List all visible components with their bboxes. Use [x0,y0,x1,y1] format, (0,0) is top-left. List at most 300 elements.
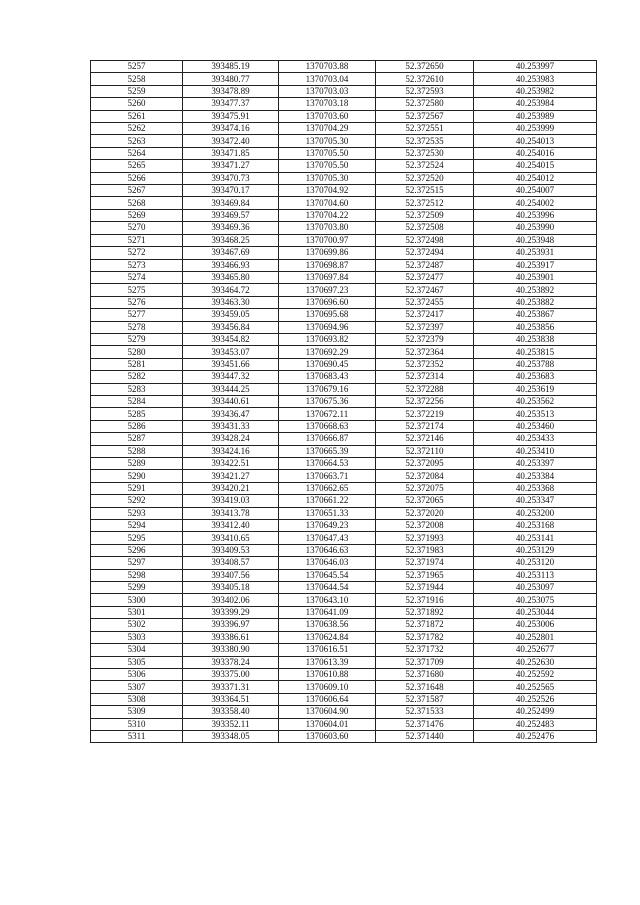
y-coordinate-cell: 1370643.10 [279,594,376,606]
y-coordinate-cell: 1370606.64 [279,693,376,705]
table-row [91,346,597,358]
longitude-cell: 40.254007 [474,185,597,197]
longitude-cell: 40.253917 [474,259,597,271]
latitude-cell: 52.371944 [376,582,474,594]
longitude-cell: 40.252677 [474,644,597,656]
longitude-cell: 40.253347 [474,495,597,507]
latitude-cell: 52.371916 [376,594,474,606]
y-coordinate-cell: 1370694.96 [279,321,376,333]
latitude-cell: 52.372174 [376,420,474,432]
x-coordinate-cell: 393375.00 [183,668,279,680]
latitude-cell: 52.372524 [376,160,474,172]
table-row [91,383,597,395]
longitude-cell: 40.253513 [474,408,597,420]
longitude-cell: 40.253044 [474,606,597,618]
table-row [91,73,597,85]
y-coordinate-cell: 1370705.50 [279,147,376,159]
point-number-cell: 5267 [91,185,183,197]
y-coordinate-cell: 1370705.30 [279,172,376,184]
longitude-cell: 40.253368 [474,482,597,494]
latitude-cell: 52.372065 [376,495,474,507]
y-coordinate-cell: 1370700.97 [279,234,376,246]
latitude-cell: 52.372530 [376,147,474,159]
y-coordinate-cell: 1370703.18 [279,98,376,110]
point-number-cell: 5289 [91,458,183,470]
table-row [91,395,597,407]
y-coordinate-cell: 1370663.71 [279,470,376,482]
point-number-cell: 5285 [91,408,183,420]
latitude-cell: 52.372610 [376,73,474,85]
latitude-cell: 52.371974 [376,557,474,569]
y-coordinate-cell: 1370703.60 [279,110,376,122]
longitude-cell: 40.253838 [474,333,597,345]
x-coordinate-cell: 393471.27 [183,160,279,172]
y-coordinate-cell: 1370664.53 [279,458,376,470]
table-row [91,631,597,643]
x-coordinate-cell: 393459.05 [183,309,279,321]
point-number-cell: 5304 [91,644,183,656]
longitude-cell: 40.253983 [474,73,597,85]
y-coordinate-cell: 1370665.39 [279,445,376,457]
point-number-cell: 5291 [91,482,183,494]
table-row [91,408,597,420]
point-number-cell: 5278 [91,321,183,333]
x-coordinate-cell: 393470.73 [183,172,279,184]
point-number-cell: 5301 [91,606,183,618]
table-row [91,172,597,184]
point-number-cell: 5262 [91,123,183,135]
longitude-cell: 40.254016 [474,147,597,159]
x-coordinate-cell: 393468.25 [183,234,279,246]
longitude-cell: 40.253384 [474,470,597,482]
x-coordinate-cell: 393485.19 [183,61,279,73]
x-coordinate-cell: 393420.21 [183,482,279,494]
point-number-cell: 5283 [91,383,183,395]
y-coordinate-cell: 1370698.87 [279,259,376,271]
point-number-cell: 5268 [91,197,183,209]
longitude-cell: 40.252801 [474,631,597,643]
point-number-cell: 5270 [91,222,183,234]
table-row [91,123,597,135]
longitude-cell: 40.253097 [474,582,597,594]
y-coordinate-cell: 1370613.39 [279,656,376,668]
latitude-cell: 52.372498 [376,234,474,246]
x-coordinate-cell: 393419.03 [183,495,279,507]
longitude-cell: 40.252592 [474,668,597,680]
latitude-cell: 52.371533 [376,706,474,718]
longitude-cell: 40.253006 [474,619,597,631]
table-row [91,520,597,532]
point-number-cell: 5307 [91,681,183,693]
table-row [91,61,597,73]
table-row [91,309,597,321]
x-coordinate-cell: 393424.16 [183,445,279,457]
table-row [91,284,597,296]
longitude-cell: 40.253168 [474,520,597,532]
latitude-cell: 52.372095 [376,458,474,470]
y-coordinate-cell: 1370704.92 [279,185,376,197]
table-row [91,321,597,333]
latitude-cell: 52.372219 [376,408,474,420]
table-row [91,333,597,345]
latitude-cell: 52.371732 [376,644,474,656]
x-coordinate-cell: 393464.72 [183,284,279,296]
point-number-cell: 5272 [91,247,183,259]
point-number-cell: 5258 [91,73,183,85]
longitude-cell: 40.253397 [474,458,597,470]
latitude-cell: 52.372417 [376,309,474,321]
longitude-cell: 40.253999 [474,123,597,135]
table-row [91,420,597,432]
x-coordinate-cell: 393378.24 [183,656,279,668]
point-number-cell: 5311 [91,730,183,742]
table-row [91,569,597,581]
x-coordinate-cell: 393469.84 [183,197,279,209]
y-coordinate-cell: 1370703.03 [279,85,376,97]
latitude-cell: 52.372509 [376,209,474,221]
y-coordinate-cell: 1370647.43 [279,532,376,544]
latitude-cell: 52.371782 [376,631,474,643]
latitude-cell: 52.371892 [376,606,474,618]
table-row [91,222,597,234]
longitude-cell: 40.252483 [474,718,597,730]
y-coordinate-cell: 1370675.36 [279,395,376,407]
longitude-cell: 40.253113 [474,569,597,581]
x-coordinate-cell: 393471.85 [183,147,279,159]
latitude-cell: 52.372008 [376,520,474,532]
x-coordinate-cell: 393440.61 [183,395,279,407]
point-number-cell: 5260 [91,98,183,110]
latitude-cell: 52.372593 [376,85,474,97]
longitude-cell: 40.252630 [474,656,597,668]
x-coordinate-cell: 393466.93 [183,259,279,271]
table-row [91,209,597,221]
table-row [91,85,597,97]
point-number-cell: 5302 [91,619,183,631]
latitude-cell: 52.372512 [376,197,474,209]
x-coordinate-cell: 393474.16 [183,123,279,135]
point-number-cell: 5297 [91,557,183,569]
table-row [91,197,597,209]
longitude-cell: 40.253075 [474,594,597,606]
x-coordinate-cell: 393456.84 [183,321,279,333]
y-coordinate-cell: 1370651.33 [279,507,376,519]
table-row [91,693,597,705]
y-coordinate-cell: 1370649.23 [279,520,376,532]
latitude-cell: 52.372551 [376,123,474,135]
table-row [91,98,597,110]
point-number-cell: 5279 [91,333,183,345]
point-number-cell: 5288 [91,445,183,457]
point-number-cell: 5295 [91,532,183,544]
table-row [91,445,597,457]
table-row [91,271,597,283]
longitude-cell: 40.253141 [474,532,597,544]
longitude-cell: 40.253856 [474,321,597,333]
latitude-cell: 52.371648 [376,681,474,693]
x-coordinate-cell: 393470.17 [183,185,279,197]
latitude-cell: 52.372288 [376,383,474,395]
y-coordinate-cell: 1370603.60 [279,730,376,742]
longitude-cell: 40.253892 [474,284,597,296]
coordinates-table-body [91,61,597,743]
x-coordinate-cell: 393451.66 [183,358,279,370]
y-coordinate-cell: 1370696.60 [279,296,376,308]
y-coordinate-cell: 1370672.11 [279,408,376,420]
latitude-cell: 52.372020 [376,507,474,519]
point-number-cell: 5310 [91,718,183,730]
y-coordinate-cell: 1370644.54 [279,582,376,594]
longitude-cell: 40.253788 [474,358,597,370]
x-coordinate-cell: 393454.82 [183,333,279,345]
point-number-cell: 5305 [91,656,183,668]
longitude-cell: 40.253815 [474,346,597,358]
y-coordinate-cell: 1370705.30 [279,135,376,147]
table-row [91,371,597,383]
point-number-cell: 5274 [91,271,183,283]
point-number-cell: 5290 [91,470,183,482]
table-row [91,606,597,618]
point-number-cell: 5269 [91,209,183,221]
x-coordinate-cell: 393364.51 [183,693,279,705]
point-number-cell: 5277 [91,309,183,321]
y-coordinate-cell: 1370704.22 [279,209,376,221]
x-coordinate-cell: 393469.57 [183,209,279,221]
latitude-cell: 52.372508 [376,222,474,234]
y-coordinate-cell: 1370697.23 [279,284,376,296]
x-coordinate-cell: 393402.06 [183,594,279,606]
latitude-cell: 52.372084 [376,470,474,482]
point-number-cell: 5259 [91,85,183,97]
longitude-cell: 40.253990 [474,222,597,234]
x-coordinate-cell: 393412.40 [183,520,279,532]
longitude-cell: 40.253882 [474,296,597,308]
latitude-cell: 52.372535 [376,135,474,147]
point-number-cell: 5271 [91,234,183,246]
x-coordinate-cell: 393453.07 [183,346,279,358]
point-number-cell: 5275 [91,284,183,296]
longitude-cell: 40.254012 [474,172,597,184]
y-coordinate-cell: 1370609.10 [279,681,376,693]
point-number-cell: 5300 [91,594,183,606]
table-row [91,544,597,556]
table-row [91,681,597,693]
point-number-cell: 5284 [91,395,183,407]
latitude-cell: 52.372650 [376,61,474,73]
y-coordinate-cell: 1370641.09 [279,606,376,618]
x-coordinate-cell: 393469.36 [183,222,279,234]
y-coordinate-cell: 1370704.29 [279,123,376,135]
table-row [91,160,597,172]
point-number-cell: 5286 [91,420,183,432]
y-coordinate-cell: 1370703.80 [279,222,376,234]
latitude-cell: 52.372352 [376,358,474,370]
longitude-cell: 40.253683 [474,371,597,383]
longitude-cell: 40.253948 [474,234,597,246]
latitude-cell: 52.372520 [376,172,474,184]
y-coordinate-cell: 1370624.84 [279,631,376,643]
latitude-cell: 52.372379 [376,333,474,345]
longitude-cell: 40.253931 [474,247,597,259]
latitude-cell: 52.372477 [376,271,474,283]
x-coordinate-cell: 393444.25 [183,383,279,395]
table-row [91,656,597,668]
x-coordinate-cell: 393477.37 [183,98,279,110]
point-number-cell: 5264 [91,147,183,159]
latitude-cell: 52.372364 [376,346,474,358]
table-row [91,730,597,742]
table-row [91,135,597,147]
point-number-cell: 5296 [91,544,183,556]
x-coordinate-cell: 393408.57 [183,557,279,569]
table-row [91,185,597,197]
longitude-cell: 40.253129 [474,544,597,556]
y-coordinate-cell: 1370699.86 [279,247,376,259]
longitude-cell: 40.253982 [474,85,597,97]
longitude-cell: 40.252476 [474,730,597,742]
latitude-cell: 52.371709 [376,656,474,668]
latitude-cell: 52.372075 [376,482,474,494]
longitude-cell: 40.253996 [474,209,597,221]
table-row [91,594,597,606]
point-number-cell: 5306 [91,668,183,680]
y-coordinate-cell: 1370695.68 [279,309,376,321]
point-number-cell: 5292 [91,495,183,507]
x-coordinate-cell: 393428.24 [183,433,279,445]
x-coordinate-cell: 393467.69 [183,247,279,259]
latitude-cell: 52.372494 [376,247,474,259]
x-coordinate-cell: 393422.51 [183,458,279,470]
point-number-cell: 5294 [91,520,183,532]
y-coordinate-cell: 1370697.84 [279,271,376,283]
longitude-cell: 40.252565 [474,681,597,693]
latitude-cell: 52.372397 [376,321,474,333]
longitude-cell: 40.253433 [474,433,597,445]
x-coordinate-cell: 393421.27 [183,470,279,482]
y-coordinate-cell: 1370705.50 [279,160,376,172]
x-coordinate-cell: 393431.33 [183,420,279,432]
x-coordinate-cell: 393447.32 [183,371,279,383]
y-coordinate-cell: 1370704.60 [279,197,376,209]
latitude-cell: 52.372487 [376,259,474,271]
x-coordinate-cell: 393396.97 [183,619,279,631]
x-coordinate-cell: 393386.61 [183,631,279,643]
longitude-cell: 40.253460 [474,420,597,432]
latitude-cell: 52.372467 [376,284,474,296]
y-coordinate-cell: 1370645.54 [279,569,376,581]
latitude-cell: 52.372146 [376,433,474,445]
x-coordinate-cell: 393380.90 [183,644,279,656]
longitude-cell: 40.254002 [474,197,597,209]
longitude-cell: 40.253989 [474,110,597,122]
x-coordinate-cell: 393358.40 [183,706,279,718]
y-coordinate-cell: 1370604.90 [279,706,376,718]
x-coordinate-cell: 393472.40 [183,135,279,147]
y-coordinate-cell: 1370646.63 [279,544,376,556]
y-coordinate-cell: 1370668.63 [279,420,376,432]
x-coordinate-cell: 393436.47 [183,408,279,420]
y-coordinate-cell: 1370662.65 [279,482,376,494]
x-coordinate-cell: 393405.18 [183,582,279,594]
latitude-cell: 52.371440 [376,730,474,742]
point-number-cell: 5273 [91,259,183,271]
longitude-cell: 40.252526 [474,693,597,705]
point-number-cell: 5265 [91,160,183,172]
x-coordinate-cell: 393399.29 [183,606,279,618]
latitude-cell: 52.372515 [376,185,474,197]
y-coordinate-cell: 1370616.51 [279,644,376,656]
latitude-cell: 52.372314 [376,371,474,383]
point-number-cell: 5263 [91,135,183,147]
point-number-cell: 5298 [91,569,183,581]
table-row [91,532,597,544]
point-number-cell: 5308 [91,693,183,705]
longitude-cell: 40.253901 [474,271,597,283]
x-coordinate-cell: 393348.05 [183,730,279,742]
point-number-cell: 5257 [91,61,183,73]
latitude-cell: 52.372110 [376,445,474,457]
latitude-cell: 52.371872 [376,619,474,631]
x-coordinate-cell: 393371.31 [183,681,279,693]
y-coordinate-cell: 1370610.88 [279,668,376,680]
latitude-cell: 52.371983 [376,544,474,556]
longitude-cell: 40.253619 [474,383,597,395]
y-coordinate-cell: 1370638.56 [279,619,376,631]
y-coordinate-cell: 1370661.22 [279,495,376,507]
y-coordinate-cell: 1370703.04 [279,73,376,85]
latitude-cell: 52.372256 [376,395,474,407]
table-row [91,582,597,594]
x-coordinate-cell: 393407.56 [183,569,279,581]
table-row [91,619,597,631]
x-coordinate-cell: 393463.30 [183,296,279,308]
table-row [91,482,597,494]
longitude-cell: 40.252499 [474,706,597,718]
table-row [91,495,597,507]
table-row [91,110,597,122]
point-number-cell: 5280 [91,346,183,358]
table-row [91,644,597,656]
point-number-cell: 5299 [91,582,183,594]
x-coordinate-cell: 393465.80 [183,271,279,283]
y-coordinate-cell: 1370646.03 [279,557,376,569]
table-row [91,507,597,519]
table-row [91,706,597,718]
latitude-cell: 52.372567 [376,110,474,122]
latitude-cell: 52.371476 [376,718,474,730]
table-row [91,358,597,370]
x-coordinate-cell: 393478.89 [183,85,279,97]
latitude-cell: 52.371993 [376,532,474,544]
coordinates-table [90,60,597,743]
point-number-cell: 5303 [91,631,183,643]
latitude-cell: 52.371680 [376,668,474,680]
x-coordinate-cell: 393475.91 [183,110,279,122]
table-row [91,470,597,482]
y-coordinate-cell: 1370703.88 [279,61,376,73]
longitude-cell: 40.253867 [474,309,597,321]
table-row [91,234,597,246]
latitude-cell: 52.371965 [376,569,474,581]
longitude-cell: 40.253410 [474,445,597,457]
table-row [91,433,597,445]
latitude-cell: 52.371587 [376,693,474,705]
latitude-cell: 52.372455 [376,296,474,308]
table-row [91,259,597,271]
table-row [91,247,597,259]
point-number-cell: 5266 [91,172,183,184]
point-number-cell: 5287 [91,433,183,445]
